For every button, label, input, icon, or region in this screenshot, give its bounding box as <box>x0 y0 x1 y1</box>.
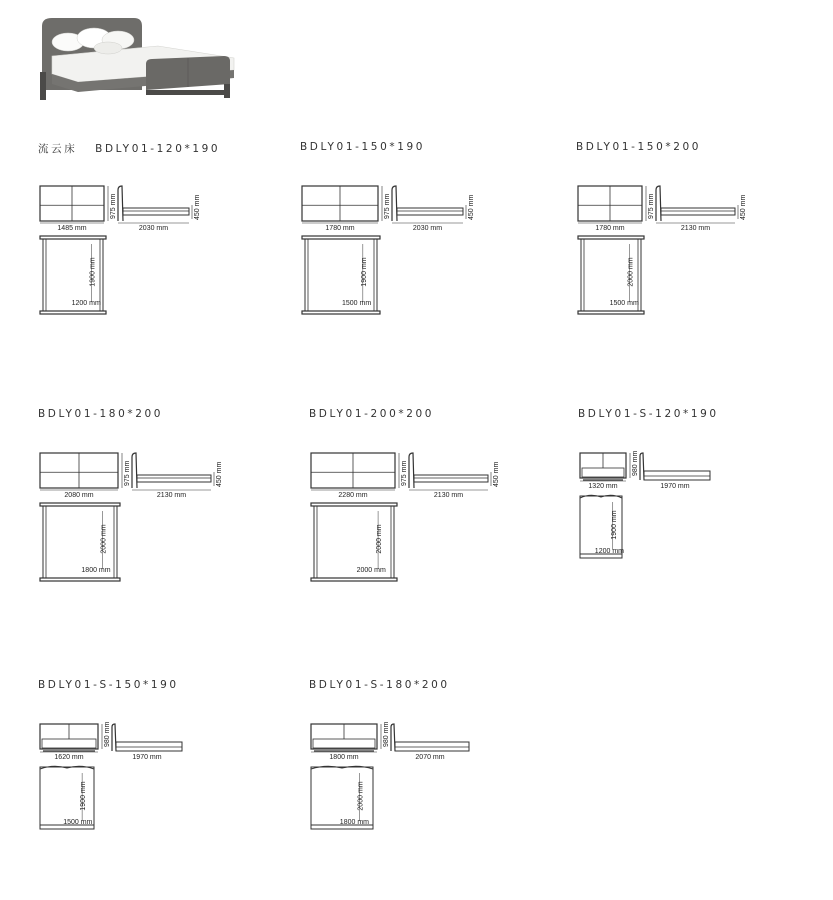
rail-height-label: 450 mm <box>740 194 747 220</box>
model-code: BDLY01-200*200 <box>309 408 435 420</box>
mattress-front <box>582 468 624 477</box>
head-height-label: 980 mm <box>632 450 639 476</box>
model-code: BDLY01-150*190 <box>300 141 426 153</box>
head-height-label: 980 mm <box>104 721 111 747</box>
model-bdly01-150-200 <box>576 141 816 341</box>
plan-footboard <box>40 311 106 314</box>
length-label: 2030 mm <box>412 225 443 232</box>
plan-width-label: 1800 mm <box>339 819 369 826</box>
model-code: BDLY01-180*200 <box>38 408 164 420</box>
side-base <box>644 471 710 480</box>
plan-length-label: 1900 mm <box>610 510 618 540</box>
side-headboard <box>118 186 123 221</box>
length-label: 2130 mm <box>156 492 187 499</box>
model-code: BDLY01-S-180*200 <box>309 679 450 691</box>
model-bdly01-s-180-200 <box>309 679 549 879</box>
side-rail <box>661 208 735 215</box>
dimension-drawing <box>576 141 816 341</box>
side-base <box>116 742 182 751</box>
rail-height-label: 450 mm <box>493 461 500 487</box>
plan-length-label: 1900 mm <box>89 257 97 287</box>
front-width-label: 1780 mm <box>595 225 625 232</box>
length-label: 1970 mm <box>660 483 690 490</box>
model-code: BDLY01-120*190 <box>95 143 221 155</box>
front-width-label: 1780 mm <box>325 225 355 232</box>
front-width-label: 1800 mm <box>329 754 359 761</box>
length-label: 1970 mm <box>132 754 162 761</box>
head-height-label: 975 mm <box>648 193 655 219</box>
side-rail <box>414 475 488 482</box>
plan-footboard <box>311 578 397 581</box>
dimension-drawing <box>38 679 278 879</box>
length-label: 2130 mm <box>433 492 464 499</box>
length-label: 2030 mm <box>138 225 169 232</box>
dimension-drawing <box>309 679 549 879</box>
front-width-label: 2080 mm <box>64 492 94 499</box>
plan-width-label: 1500 mm <box>342 300 372 307</box>
mattress-front <box>313 739 375 748</box>
side-rail <box>123 208 189 215</box>
side-headboard <box>391 724 395 751</box>
model-bdly01-180-200 <box>38 408 278 608</box>
plan-length-label: 2000 mm <box>100 524 108 554</box>
plan-width-label: 2000 mm <box>356 567 386 574</box>
side-rail <box>137 475 211 482</box>
head-height-label: 975 mm <box>124 460 131 486</box>
head-height-label: 975 mm <box>110 193 117 219</box>
head-height-label: 975 mm <box>384 193 391 219</box>
series-name: 流云床 <box>38 143 78 155</box>
plan-width-label: 1800 mm <box>81 567 111 574</box>
dimension-drawing <box>300 141 540 341</box>
model-code: BDLY01-S-120*190 <box>578 408 719 420</box>
model-bdly01-s-150-190 <box>38 679 278 879</box>
head-height-label: 980 mm <box>383 721 390 747</box>
front-width-label: 1620 mm <box>54 754 84 761</box>
model-bdly01-120-190 <box>38 141 278 341</box>
plan-length-label: 2000 mm <box>376 524 384 554</box>
dimension-drawing <box>38 408 278 608</box>
dimension-drawing <box>309 408 549 608</box>
plan-length-label: 1900 mm <box>360 257 368 287</box>
length-label: 2130 mm <box>680 225 711 232</box>
plan-length-label: 2000 mm <box>627 257 635 287</box>
dimension-drawing <box>578 408 818 608</box>
model-code: BDLY01-150*200 <box>576 141 702 153</box>
model-bdly01-150-190 <box>300 141 540 341</box>
front-width-label: 2280 mm <box>338 492 368 499</box>
model-bdly01-s-120-190 <box>578 408 818 608</box>
side-rail <box>397 208 463 215</box>
rail-height-label: 450 mm <box>194 194 201 220</box>
front-width-label: 1485 mm <box>57 225 87 232</box>
side-headboard <box>392 186 397 221</box>
side-headboard <box>112 724 116 751</box>
plan-width-label: 1200 mm <box>71 300 101 307</box>
model-code: BDLY01-S-150*190 <box>38 679 179 691</box>
rail-height-label: 450 mm <box>468 194 475 220</box>
plan-width-label: 1500 mm <box>609 300 639 307</box>
plan-footboard <box>302 311 380 314</box>
side-headboard <box>656 186 661 221</box>
head-height-label: 975 mm <box>401 460 408 486</box>
model-bdly01-200-200 <box>309 408 549 608</box>
dimension-drawing <box>38 141 278 341</box>
bed-product-photo <box>38 12 238 102</box>
front-width-label: 1320 mm <box>588 483 618 490</box>
side-headboard <box>132 453 137 488</box>
side-headboard <box>409 453 414 488</box>
side-base <box>395 742 469 751</box>
plan-width-label: 1500 mm <box>63 819 93 826</box>
plan-length-label: 2000 mm <box>357 781 365 811</box>
side-headboard <box>640 453 644 480</box>
plan-footboard <box>578 311 644 314</box>
rail-height-label: 450 mm <box>216 461 223 487</box>
plan-width-label: 1200 mm <box>594 548 624 555</box>
plan-length-label: 1900 mm <box>80 781 88 811</box>
mattress-front <box>42 739 96 748</box>
plan-footboard <box>40 578 120 581</box>
length-label: 2070 mm <box>415 754 445 761</box>
